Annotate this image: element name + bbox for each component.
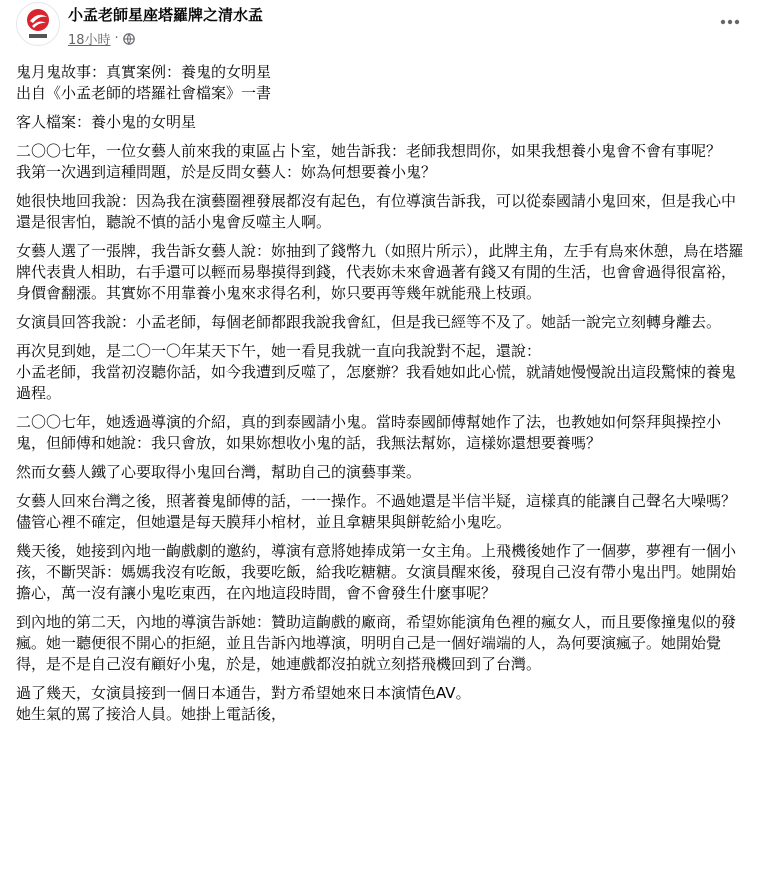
post-paragraph — [16, 112, 746, 133]
post-text-line: 她生氣的罵了接洽人員。她掛上電話後， — [16, 705, 287, 723]
post-text-line: 二〇〇七年，她透過導演的介紹，真的到泰國請小鬼。當時泰國師傅幫她作了法，也教她如何祭拜與操控小鬼，但師傅和她說：我只會放，如果妳想收小鬼的話，我無法幫妳，這樣妳還想要養嗎？ — [16, 413, 722, 452]
post-paragraph — [16, 241, 746, 304]
post-paragraph — [16, 541, 746, 604]
post-paragraph — [16, 412, 746, 454]
meta-separator: · — [114, 31, 119, 46]
post-paragraph — [16, 341, 746, 404]
post-text-line: 女藝人回來台灣之後，照著養鬼師傅的話，一一操作。不過她還是半信半疑，這樣真的能讓自己聲名大噪嗎？ — [16, 492, 737, 510]
post-timestamp[interactable]: 18小時 — [68, 33, 111, 48]
post-paragraph — [16, 312, 746, 333]
post-paragraph — [16, 141, 746, 183]
post-paragraph — [16, 62, 746, 104]
post-paragraph — [16, 683, 746, 725]
post-text-line: 小孟老師，我當初沒聽你話，如今我遭到反噬了，怎麼辦？我看她如此心慌，就請她慢慢說出這段驚悚的養鬼過程。 — [16, 363, 737, 402]
post-text-line: 女藝人選了一張牌，我告訴女藝人說：妳抽到了錢幣九（如照片所示），此牌主角，左手有鳥來休憩，鳥在塔羅牌代表貴人相助，右手還可以輕而易舉摸得到錢，代表妳未來會過著有錢又有閒的生活，也會會過得很富裕，身價會翻漲。其實妳不用靠養小鬼來求得名利，妳只要再等幾年就能飛上枝頭。 — [16, 242, 744, 302]
post-header — [0, 0, 761, 54]
post-text-line: 女演員回答我說：小孟老師，每個老師都跟我說我會紅，但是我已經等不及了。她話一說完立刻轉身離去。 — [16, 313, 722, 331]
post-text-line: 再次見到她，是二〇一〇年某天下午，她一看見我就一直向我說對不起，還說： — [16, 342, 542, 360]
post-text-line: 然而女藝人鐵了心要取得小鬼回台灣，幫助自己的演藝事業。 — [16, 463, 422, 481]
globe-icon[interactable] — [123, 33, 135, 45]
post-paragraph — [16, 462, 746, 483]
post-text-line: 鬼月鬼故事：真實案例：養鬼的女明星 — [16, 63, 272, 81]
page-avatar[interactable] — [16, 2, 60, 46]
more-options-icon[interactable] — [712, 10, 748, 34]
post-text-line: 我第一次遇到這種問題，於是反問女藝人：妳為何想要養小鬼？ — [16, 163, 437, 181]
post-text-line: 儘管心裡不確定，但她還是每天膜拜小棺材，並且拿糖果與餅乾給小鬼吃。 — [16, 513, 512, 531]
post-text-line: 出自《小孟老師的塔羅社會檔案》一書 — [16, 84, 272, 102]
post-paragraph — [16, 491, 746, 533]
post-body — [16, 62, 746, 733]
post-paragraph — [16, 612, 746, 675]
post-text-line: 過了幾天，女演員接到一個日本通告，對方希望她來日本演情色AV。 — [16, 684, 471, 702]
post-paragraph — [16, 191, 746, 233]
post-text-line: 幾天後，她接到內地一齣戲劇的邀約，導演有意將她捧成第一女主角。上飛機後她作了一個夢，夢裡有一個小孩，不斷哭訴：媽媽我沒有吃飯，我要吃飯，給我吃糖糖。女演員醒來後，發現自己沒有帶小鬼出門。她開始擔心，萬一沒有讓小鬼吃東西，在內地這段時間，會不會發生什麼事呢？ — [16, 542, 737, 602]
post-text-line: 到內地的第二天，內地的導演告訴她：贊助這齣戲的廠商，希望妳能演角色裡的瘋女人，而且要像撞鬼似的發瘋。她一聽便很不開心的拒絕，並且告訴內地導演，明明自己是一個好端端的人，為何要演瘋子。她開始覺得，是不是自己沒有顧好小鬼，於是，她連戲都沒拍就立刻搭飛機回到了台灣。 — [16, 613, 737, 673]
brand-logo-icon — [17, 3, 59, 45]
post-meta — [68, 29, 135, 48]
post-text-line: 她很快地回我說：因為我在演藝圈裡發展都沒有起色，有位導演告訴我，可以從泰國請小鬼回來，但是我心中還是很害怕，聽說不慎的話小鬼會反噬主人啊。 — [16, 192, 737, 231]
author-name[interactable]: 小孟老師星座塔羅牌之清水孟 — [68, 6, 264, 24]
post-text-line: 客人檔案：養小鬼的女明星 — [16, 113, 197, 131]
post-text-line: 二〇〇七年，一位女藝人前來我的東區占卜室，她告訴我：老師我想問你，如果我想養小鬼會不會有事呢？ — [16, 142, 722, 160]
